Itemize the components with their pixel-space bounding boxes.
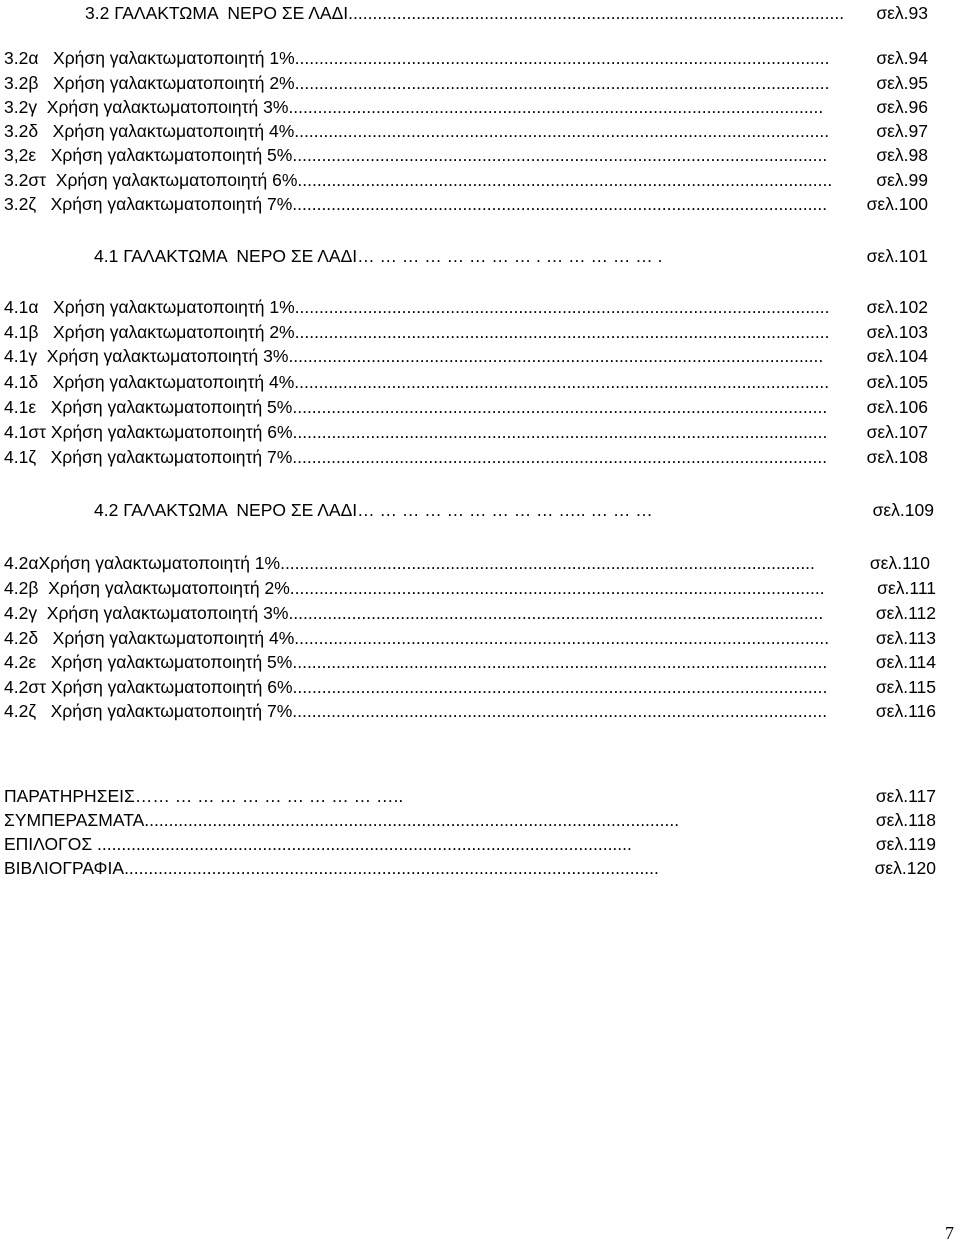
dot-leader: .............................................................................................................. xyxy=(297,170,833,190)
toc-entry-label: 4.1β Χρήση γαλακτωματοποιητή 2% xyxy=(4,322,295,342)
toc-page-ref: σελ.113 xyxy=(875,628,936,648)
toc-entry xyxy=(4,578,936,598)
dot-leader: .............................................................................................................. xyxy=(292,677,828,697)
toc-entry xyxy=(4,322,928,342)
dot-leader: .............................................................................................................. xyxy=(294,73,830,93)
dot-leader: .............................................................................................................. xyxy=(294,372,830,392)
toc-entry xyxy=(4,121,928,141)
toc-entry-label: 4.2β Χρήση γαλακτωματοποιητή 2% xyxy=(4,578,290,598)
toc-heading-3-2 xyxy=(85,3,928,23)
toc-page-ref: σελ.97 xyxy=(876,121,928,141)
toc-entry-bibliography xyxy=(4,858,936,878)
page-number: 7 xyxy=(945,1223,954,1243)
toc-heading-label: 4.1 ΓΑΛΑΚΤΩΜΑ ΝΕΡΟ ΣΕ ΛΑΔΙ xyxy=(94,246,358,266)
toc-entry-label: 4.1ε Χρήση γαλακτωματοποιητή 5% xyxy=(4,397,293,417)
toc-entry-label: 4.2ε Χρήση γαλακτωματοποιητή 5% xyxy=(4,652,293,672)
toc-page-ref: σελ.114 xyxy=(875,652,936,672)
toc-entry xyxy=(4,397,928,417)
toc-entry-label: 3,2ε Χρήση γαλακτωματοποιητή 5% xyxy=(4,145,293,165)
dot-leader: .............................................................................................................. xyxy=(292,701,828,721)
dot-leader: .............................................................................................................. xyxy=(292,194,828,214)
toc-entry xyxy=(4,48,928,68)
dot-leader: … … … … … … … … . … … … … … . xyxy=(357,246,663,266)
toc-page-ref: σελ.108 xyxy=(866,447,928,467)
toc-page-ref: σελ.96 xyxy=(876,97,928,117)
toc-entry-label: 3.2ζ Χρήση γαλακτωματοποιητή 7% xyxy=(4,194,293,214)
toc-entry xyxy=(4,603,936,623)
toc-entry xyxy=(4,346,928,366)
toc-page-ref: σελ.95 xyxy=(876,73,928,93)
toc-page-ref: σελ.93 xyxy=(876,3,928,23)
toc-entry xyxy=(4,553,930,573)
toc-heading-4-1 xyxy=(94,246,928,266)
toc-page-ref: σελ.104 xyxy=(866,346,928,366)
dot-leader: .............................................................................................................. xyxy=(294,121,830,141)
toc-entry xyxy=(4,628,936,648)
dot-leader: .............................................................................................................. xyxy=(292,422,828,442)
dot-leader: .............................................................................................................. xyxy=(288,603,824,623)
toc-entry xyxy=(4,447,928,467)
toc-entry-label: 4.2γ Χρήση γαλακτωματοποιητή 3% xyxy=(4,603,289,623)
toc-page-ref: σελ.106 xyxy=(866,397,928,417)
toc-entry-label: 3.2γ Χρήση γαλακτωματοποιητή 3% xyxy=(4,97,289,117)
toc-entry xyxy=(4,677,936,697)
toc-entry-label: 3.2στ Χρήση γαλακτωματοποιητή 6% xyxy=(4,170,298,190)
toc-entry xyxy=(4,145,928,165)
dot-leader: .............................................................................................................. xyxy=(294,297,830,317)
dot-leader: .............................................................................................................. xyxy=(280,553,815,573)
toc-entry-label: 4.2αΧρήση γαλακτωματοποιητή 1% xyxy=(4,553,281,573)
toc-heading-label: 4.2 ΓΑΛΑΚΤΩΜΑ ΝΕΡΟ ΣΕ ΛΑΔΙ xyxy=(94,500,358,520)
toc-page-ref: σελ.109 xyxy=(872,500,934,520)
dot-leader: ...................................................................................................... xyxy=(348,3,845,23)
toc-page-ref: σελ.120 xyxy=(874,858,936,878)
dot-leader: .............................................................................................................. xyxy=(294,628,830,648)
toc-entry xyxy=(4,73,928,93)
toc-page-ref: σελ.94 xyxy=(876,48,928,68)
toc-page-ref: σελ.118 xyxy=(875,810,936,830)
dot-leader: .............................................................................................................. xyxy=(288,97,824,117)
dot-leader: …… … … … … … … … … … ….. xyxy=(134,786,404,806)
toc-page-ref: σελ.105 xyxy=(866,372,928,392)
toc-entry-label: 4.1γ Χρήση γαλακτωματοποιητή 3% xyxy=(4,346,289,366)
toc-entry-label: ΒΙΒΛΙΟΓΡΑΦΙΑ xyxy=(4,858,125,878)
dot-leader: .............................................................................................................. xyxy=(288,346,824,366)
dot-leader: .............................................................................................................. xyxy=(292,145,828,165)
toc-entry-label: 4.1στ Χρήση γαλακτωματοποιητή 6% xyxy=(4,422,293,442)
toc-page-ref: σελ.111 xyxy=(877,578,936,598)
dot-leader: .............................................................................................................. xyxy=(289,578,825,598)
toc-page-ref: σελ.102 xyxy=(866,297,928,317)
dot-leader: … … … … … … … … … ….. … … … xyxy=(357,500,653,520)
dot-leader: .............................................................................................................. xyxy=(144,810,680,830)
toc-heading-4-2 xyxy=(94,500,934,520)
toc-entry xyxy=(4,701,936,721)
dot-leader: .............................................................................................................. xyxy=(292,447,828,467)
toc-page-ref: σελ.99 xyxy=(876,170,928,190)
toc-entry-label: 4.2δ Χρήση γαλακτωματοποιητή 4% xyxy=(4,628,295,648)
toc-page-ref: σελ.103 xyxy=(866,322,928,342)
toc-page-ref: σελ.116 xyxy=(875,701,936,721)
toc-entry-label: 4.2ζ Χρήση γαλακτωματοποιητή 7% xyxy=(4,701,293,721)
toc-entry-label: 4.2στ Χρήση γαλακτωματοποιητή 6% xyxy=(4,677,293,697)
toc-entry-label: 4.1δ Χρήση γαλακτωματοποιητή 4% xyxy=(4,372,295,392)
toc-page-ref: σελ.115 xyxy=(875,677,936,697)
dot-leader: .............................................................................................................. xyxy=(124,858,659,878)
toc-entry xyxy=(4,97,928,117)
toc-entry-label: ΠΑΡΑΤΗΡΗΣΕΙΣ xyxy=(4,786,135,806)
toc-entry-conclusions xyxy=(4,810,936,830)
dot-leader: .............................................................................................................. xyxy=(292,652,828,672)
toc-page-ref: σελ.110 xyxy=(869,553,930,573)
toc-entry-label: 3.2α Χρήση γαλακτωματοποιητή 1% xyxy=(4,48,295,68)
dot-leader: .............................................................................................................. xyxy=(97,834,632,854)
dot-leader: .............................................................................................................. xyxy=(294,322,830,342)
toc-page-ref: σελ.112 xyxy=(875,603,936,623)
dot-leader: .............................................................................................................. xyxy=(294,48,830,68)
toc-page-ref: σελ.117 xyxy=(871,786,936,806)
toc-entry-label: 3.2δ Χρήση γαλακτωματοποιητή 4% xyxy=(4,121,295,141)
toc-page-ref: σελ.98 xyxy=(876,145,928,165)
toc-page-ref: σελ.107 xyxy=(866,422,928,442)
toc-entry-epilogue xyxy=(4,834,936,854)
toc-entry-observations xyxy=(4,786,936,806)
toc-entry-label: 3.2β Χρήση γαλακτωματοποιητή 2% xyxy=(4,73,295,93)
toc-page-ref: σελ.119 xyxy=(875,834,936,854)
toc-entry xyxy=(4,194,928,214)
toc-entry-label: 4.1ζ Χρήση γαλακτωματοποιητή 7% xyxy=(4,447,293,467)
toc-entry-label: ΣΥΜΠΕΡΑΣΜΑΤΑ xyxy=(4,810,145,830)
toc-entry xyxy=(4,652,936,672)
toc-entry xyxy=(4,170,928,190)
toc-entry xyxy=(4,422,928,442)
toc-entry-label: 4.1α Χρήση γαλακτωματοποιητή 1% xyxy=(4,297,295,317)
toc-entry-label: ΕΠΙΛΟΓΟΣ xyxy=(4,834,98,854)
toc-entry xyxy=(4,297,928,317)
toc-page-ref: σελ.101 xyxy=(866,246,928,266)
toc-heading-label: 3.2 ΓΑΛΑΚΤΩΜΑ ΝΕΡΟ ΣΕ ΛΑΔΙ xyxy=(85,3,349,23)
toc-entry xyxy=(4,372,928,392)
dot-leader: .............................................................................................................. xyxy=(292,397,828,417)
toc-page-ref: σελ.100 xyxy=(866,194,928,214)
